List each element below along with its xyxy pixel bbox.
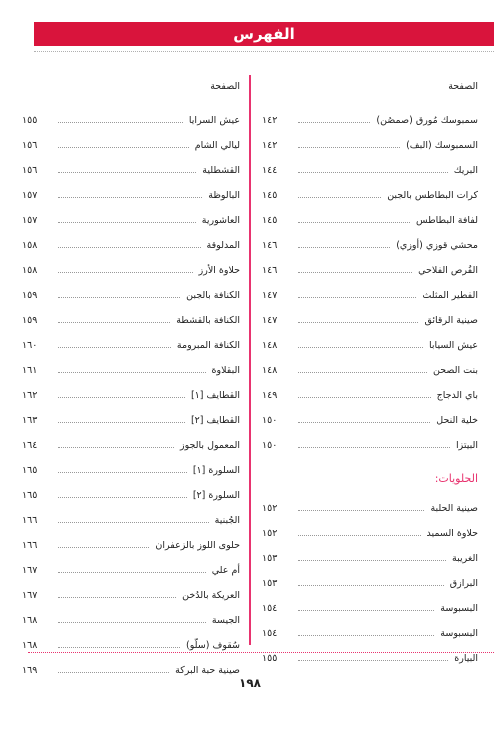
index-title: الفهرس	[233, 25, 295, 43]
dot-leader	[58, 622, 206, 623]
dot-leader	[298, 122, 370, 123]
entry-title: الكنافة بالجبن	[186, 290, 240, 301]
entry-title: عيش السرايا	[188, 115, 240, 126]
index-entry	[22, 358, 240, 383]
dot-leader	[58, 197, 202, 198]
entry-title: سُقوف (سلّو)	[186, 640, 240, 651]
entry-page-number: ١٥٨	[22, 240, 38, 251]
right-column	[262, 80, 478, 671]
entry-title: حلاوة الأرز	[198, 265, 240, 276]
entry-page-number: ١٦٦	[22, 540, 38, 551]
entry-title: العاشورية	[201, 215, 240, 226]
header-divider	[34, 51, 494, 52]
entry-page-number: ١٥٣	[262, 578, 278, 589]
entry-page-number: ١٥٩	[22, 315, 38, 326]
index-entry	[22, 508, 240, 533]
entry-title: صينية الحلبة	[430, 503, 478, 514]
left-column	[22, 80, 240, 683]
entry-title: السلورة [٢]	[192, 490, 240, 501]
entry-title: ليالي الشام	[194, 140, 240, 151]
entry-title: القُرص الفلاحي	[418, 265, 478, 276]
index-entry	[262, 258, 478, 283]
index-header-bar	[34, 22, 494, 46]
entry-title: البسبوسة	[440, 603, 478, 614]
index-entry	[22, 183, 240, 208]
dot-leader	[298, 635, 434, 636]
index-entry	[262, 183, 478, 208]
entry-page-number: ١٤٩	[262, 390, 278, 401]
entry-page-number: ١٥٥	[262, 653, 278, 664]
entry-page-number: ١٥٢	[262, 503, 278, 514]
index-entry	[22, 608, 240, 633]
footer-divider	[28, 652, 494, 653]
dot-leader	[298, 585, 444, 586]
dot-leader	[58, 672, 169, 673]
entry-page-number: ١٥٧	[22, 190, 38, 201]
dot-leader	[298, 322, 418, 323]
entry-title: السلورة [١]	[192, 465, 240, 476]
index-entry	[22, 458, 240, 483]
dot-leader	[298, 297, 416, 298]
dot-leader	[58, 397, 185, 398]
entry-page-number: ١٥٤	[262, 603, 278, 614]
index-entry	[22, 283, 240, 308]
entry-page-number: ١٦٦	[22, 515, 38, 526]
page-column-label: الصفحة	[448, 81, 478, 92]
dot-leader	[58, 297, 180, 298]
index-entry	[22, 408, 240, 433]
page-number: ١٩٨	[239, 676, 261, 690]
index-entry	[22, 108, 240, 133]
entry-page-number: ١٤٦	[262, 240, 278, 251]
entry-page-number: ١٥٣	[262, 553, 278, 564]
entry-title: المعمول بالجوز	[180, 440, 240, 451]
index-entry	[22, 233, 240, 258]
index-entry	[22, 433, 240, 458]
entry-title: البيارة	[454, 653, 478, 664]
entry-title: البرازق	[449, 578, 478, 589]
entry-page-number: ١٥٧	[22, 215, 38, 226]
index-entry	[262, 208, 478, 233]
dot-leader	[58, 122, 183, 123]
index-entry	[262, 358, 478, 383]
index-entry	[262, 546, 478, 571]
entry-title: أم علي	[211, 565, 240, 576]
dot-leader	[58, 372, 206, 373]
entry-title: لفافة البطاطس	[415, 215, 478, 226]
entry-title: البريك	[453, 165, 478, 176]
index-entry	[262, 646, 478, 671]
entry-page-number: ١٤٥	[262, 215, 278, 226]
entry-page-number: ١٤٨	[262, 340, 278, 351]
entry-title: باي الدجاج	[436, 390, 478, 401]
index-entry	[262, 621, 478, 646]
dot-leader	[298, 372, 427, 373]
entry-page-number: ١٥٢	[262, 528, 278, 539]
index-entry	[262, 233, 478, 258]
index-entry	[262, 408, 478, 433]
index-entry	[262, 308, 478, 333]
index-entry	[262, 521, 478, 546]
entry-page-number: ١٤٢	[262, 140, 278, 151]
index-entry	[22, 383, 240, 408]
entry-page-number: ١٤٢	[262, 115, 278, 126]
entry-page-number: ١٦٢	[22, 390, 38, 401]
dot-leader	[298, 397, 431, 398]
entry-title: محشي قوزي (أوزي)	[396, 240, 478, 251]
index-entry	[22, 158, 240, 183]
index-entry	[262, 133, 478, 158]
dot-leader	[58, 247, 201, 248]
dot-leader	[298, 147, 400, 148]
entry-page-number: ١٦٨	[22, 615, 38, 626]
entry-page-number: ١٥٦	[22, 140, 38, 151]
entry-title: خلية النحل	[436, 415, 478, 426]
entry-page-number: ١٤٨	[262, 365, 278, 376]
index-entry	[22, 208, 240, 233]
entry-title: عيش السيابا	[429, 340, 478, 351]
dot-leader	[58, 647, 180, 648]
dot-leader	[298, 222, 410, 223]
entry-title: الغريبة	[452, 553, 478, 564]
dot-leader	[298, 197, 381, 198]
dot-leader	[58, 497, 187, 498]
column-divider	[249, 75, 251, 645]
entry-title: الجُبنية	[214, 515, 240, 526]
entry-title: حلاوة السميد	[426, 528, 478, 539]
entry-title: المدلوقة	[206, 240, 240, 251]
dot-leader	[298, 272, 412, 273]
index-entry	[262, 496, 478, 521]
entry-title: الكنافة بالقشطة	[176, 315, 240, 326]
entry-title: القشطلية	[202, 165, 240, 176]
index-entry	[22, 483, 240, 508]
dot-leader	[58, 147, 189, 148]
entry-title: حلوى اللوز بالزعفران	[155, 540, 240, 551]
entry-title: البقلاوة	[211, 365, 240, 376]
entry-page-number: ١٦٩	[22, 665, 38, 676]
entry-page-number: ١٤٧	[262, 290, 278, 301]
entry-page-number: ١٥٤	[262, 628, 278, 639]
entry-title: كرات البطاطس بالجبن	[387, 190, 478, 201]
dot-leader	[298, 447, 450, 448]
dot-leader	[298, 660, 448, 661]
entry-page-number: ١٥٥	[22, 115, 38, 126]
dot-leader	[298, 535, 421, 536]
entry-page-number: ١٤٧	[262, 315, 278, 326]
dot-leader	[58, 172, 196, 173]
entry-page-number: ١٥٠	[262, 415, 278, 426]
entry-title: صينية حبة البركة	[175, 665, 240, 676]
entry-title: صينية الرقائق	[424, 315, 478, 326]
entry-page-number: ١٤٦	[262, 265, 278, 276]
index-entry	[22, 308, 240, 333]
index-entry	[22, 333, 240, 358]
dot-leader	[58, 222, 196, 223]
dot-leader	[298, 422, 430, 423]
entry-title: الجيسة	[211, 615, 240, 626]
entry-page-number: ١٦٨	[22, 640, 38, 651]
dot-leader	[58, 347, 171, 348]
entry-title: القطايف [٢]	[190, 415, 240, 426]
entry-page-number: ١٦٧	[22, 590, 38, 601]
index-entry	[22, 633, 240, 658]
entry-title: البيتزا	[455, 440, 478, 451]
index-entry	[262, 283, 478, 308]
entry-title: العريكة بالدُخن	[182, 590, 240, 601]
entry-title: الفطير المثلث	[422, 290, 478, 301]
entry-page-number: ١٦٥	[22, 465, 38, 476]
index-entry	[22, 133, 240, 158]
index-entry	[22, 533, 240, 558]
entry-title: البالوظة	[208, 190, 240, 201]
entry-page-number: ١٦٤	[22, 440, 38, 451]
index-entry	[262, 333, 478, 358]
dot-leader	[298, 510, 424, 511]
dot-leader	[58, 472, 187, 473]
entry-title: السمبوسك (البف)	[406, 140, 478, 151]
entry-title: بنت الصحن	[433, 365, 478, 376]
dot-leader	[58, 447, 174, 448]
entry-title: سمبوسك مُورق (صمصُن)	[376, 115, 478, 126]
index-entry	[262, 158, 478, 183]
dot-leader	[58, 322, 170, 323]
entry-page-number: ١٦٣	[22, 415, 38, 426]
dot-leader	[58, 272, 193, 273]
sweets-section-heading: الحلويات:	[434, 472, 478, 485]
index-entry	[262, 571, 478, 596]
entry-title: القطايف [١]	[190, 390, 240, 401]
entry-title: الكنافة المبرومة	[176, 340, 240, 351]
entry-page-number: ١٤٥	[262, 190, 278, 201]
entry-page-number: ١٥٦	[22, 165, 38, 176]
dot-leader	[298, 560, 446, 561]
entry-page-number: ١٥٩	[22, 290, 38, 301]
dot-leader	[298, 172, 448, 173]
index-entry	[262, 433, 478, 458]
entry-page-number: ١٦٥	[22, 490, 38, 501]
page-column-label: الصفحة	[210, 81, 240, 92]
entry-page-number: ١٤٤	[262, 165, 278, 176]
entry-page-number: ١٦٧	[22, 565, 38, 576]
entry-page-number: ١٥٠	[262, 440, 278, 451]
dot-leader	[298, 247, 390, 248]
dot-leader	[58, 597, 176, 598]
entry-title: البسبوسة	[440, 628, 478, 639]
index-entry	[22, 583, 240, 608]
dot-leader	[298, 347, 423, 348]
dot-leader	[58, 522, 209, 523]
dot-leader	[58, 572, 206, 573]
index-entry	[262, 383, 478, 408]
entry-page-number: ١٦١	[22, 365, 38, 376]
index-entry	[22, 558, 240, 583]
index-entry	[22, 258, 240, 283]
dot-leader	[58, 547, 149, 548]
index-entry	[262, 108, 478, 133]
entry-page-number: ١٥٨	[22, 265, 38, 276]
dot-leader	[298, 610, 434, 611]
entry-page-number: ١٦٠	[22, 340, 38, 351]
index-entry	[262, 596, 478, 621]
dot-leader	[58, 422, 185, 423]
